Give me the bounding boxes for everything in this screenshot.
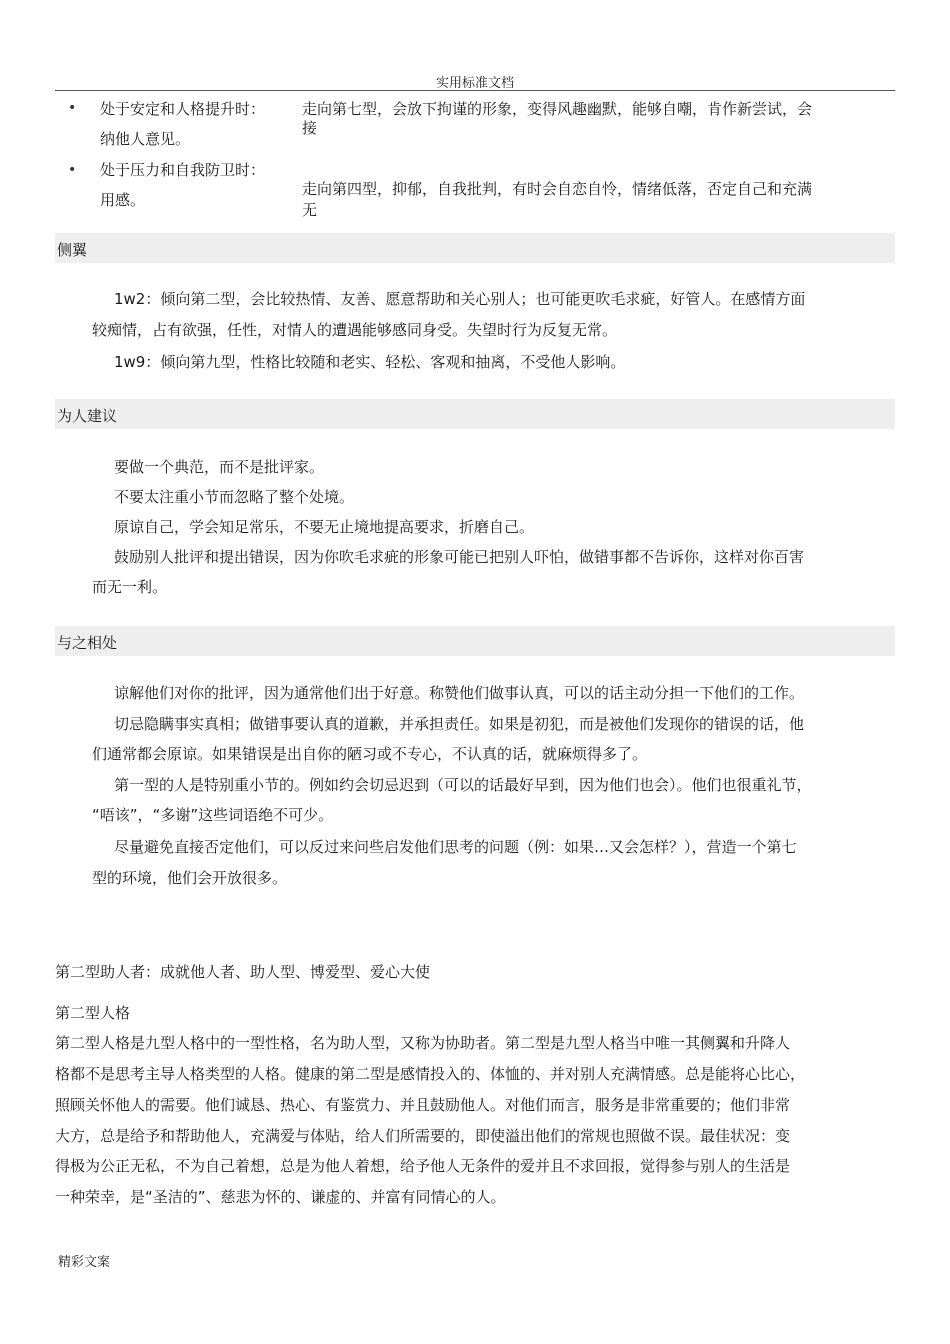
paragraph-line: 一种荣幸，是“圣洁的”、慈悲为怀的、谦虚的、并富有同情心的人。 bbox=[55, 1188, 506, 1206]
bullet-label: 处于安定和人格提升时： bbox=[100, 100, 266, 118]
paragraph-line: 1w9：倾向第九型，性格比较随和老实、轻松、客观和抽离，不受他人影响。 bbox=[114, 353, 626, 371]
paragraph-line: 第二型人格是九型人格中的一型性格，名为助人型，又称为协助者。第二型是九型人格当中唯一其侧翼和升降人 bbox=[55, 1034, 791, 1052]
page-header-title: 实用标准文档 bbox=[435, 76, 514, 91]
type2-heading: 第二型助人者：成就他人者、助人型、博爱型、爱心大使 bbox=[55, 963, 431, 981]
paragraph-line: 照顾关怀他人的需要。他们诚恳、热心、有鉴赏力、并且鼓励他人。对他们而言，服务是非常重要的；他们非常 bbox=[55, 1096, 791, 1114]
paragraph-line: 第一型的人是特别重小节的。例如约会切忌迟到（可以的话最好早到，因为他们也会）。他们也很重礼节， bbox=[114, 776, 812, 794]
bullet-description: 走向第四型，抑郁，自我批判，有时会自恋自怜，情绪低落，否定自己和充满 bbox=[302, 180, 813, 198]
section-title: 与之相处 bbox=[57, 634, 118, 652]
paragraph-line: 1w2：倾向第二型，会比较热情、友善、愿意帮助和关心别人；也可能更吹毛求疵，好管人。在感情方面 bbox=[114, 290, 806, 308]
paragraph-line: “唔该”，“多谢”这些词语绝不可少。 bbox=[92, 806, 334, 824]
section-title: 侧翼 bbox=[57, 241, 88, 259]
paragraph-line: 鼓励别人批评和提出错误，因为你吹毛求疵的形象可能已把别人吓怕，做错事都不告诉你，这样对你百害 bbox=[114, 548, 805, 566]
page-footer-text: 精彩文案 bbox=[58, 1255, 111, 1270]
paragraph-line: 尽量避免直接否定他们，可以反过来问些启发他们思考的问题（例：如果…又会怎样？），营造一个第七 bbox=[114, 838, 797, 856]
header-divider bbox=[55, 90, 895, 91]
type2-subheading: 第二型人格 bbox=[55, 1004, 131, 1022]
paragraph-line: 得极为公正无私，不为自己着想，总是为他人着想，给予他人无条件的爱并且不求回报，觉得参与别人的生活是 bbox=[55, 1157, 791, 1175]
bullet-description-clipped bbox=[302, 199, 342, 219]
paragraph-line: 较痴情，占有欲强，任性，对情人的遭遇能够感同身受。失望时行为反复无常。 bbox=[92, 321, 618, 339]
paragraph-line: 型的环境，他们会开放很多。 bbox=[92, 869, 288, 887]
paragraph-line: 大方，总是给予和帮助他人，充满爱与体贴，给人们所需要的，即使溢出他们的常规也照做不误。最佳状况：变 bbox=[55, 1127, 791, 1145]
bullet-label-tail: 纳他人意见。 bbox=[100, 130, 191, 148]
paragraph-line: 不要太注重小节而忽略了整个处境。 bbox=[114, 488, 355, 506]
paragraph-line: 原谅自己，学会知足常乐，不要无止境地提高要求，折磨自己。 bbox=[114, 518, 535, 536]
paragraph-line: 而无一利。 bbox=[92, 578, 168, 596]
bullet-label-tail: 用感。 bbox=[100, 191, 146, 209]
section-heading-band bbox=[55, 233, 895, 263]
paragraph-line: 切忌隐瞒事实真相；做错事要认真的道歉，并承担责任。如果是初犯，而是被他们发现你的错误的话，他 bbox=[114, 715, 805, 733]
paragraph-line: 们通常都会原谅。如果错误是出自你的陋习或不专心，不认真的话，就麻烦得多了。 bbox=[92, 745, 648, 763]
paragraph-line: 要做一个典范，而不是批评家。 bbox=[114, 458, 325, 476]
bullet-description-wrap: 无 bbox=[302, 201, 318, 219]
bullet-dot-icon: • bbox=[68, 100, 77, 116]
paragraph-line: 谅解他们对你的批评，因为通常他们出于好意。称赞他们做事认真，可以的话主动分担一下他们的工作。 bbox=[114, 684, 805, 702]
section-title: 为人建议 bbox=[57, 407, 118, 425]
paragraph-line: 格都不是思考主导人格类型的人格。健康的第二型是感情投入的、体恤的、并对别人充满情感。总是能将心比心， bbox=[55, 1065, 806, 1083]
section-heading-band bbox=[55, 399, 895, 429]
section-heading-band bbox=[55, 626, 895, 656]
bullet-description-wrap: 接 bbox=[302, 119, 318, 137]
bullet-label: 处于压力和自我防卫时： bbox=[100, 161, 266, 179]
bullet-description: 走向第七型，会放下拘谨的形象，变得风趣幽默，能够自嘲，肯作新尝试，会 bbox=[302, 100, 813, 118]
bullet-dot-icon: • bbox=[68, 162, 77, 178]
